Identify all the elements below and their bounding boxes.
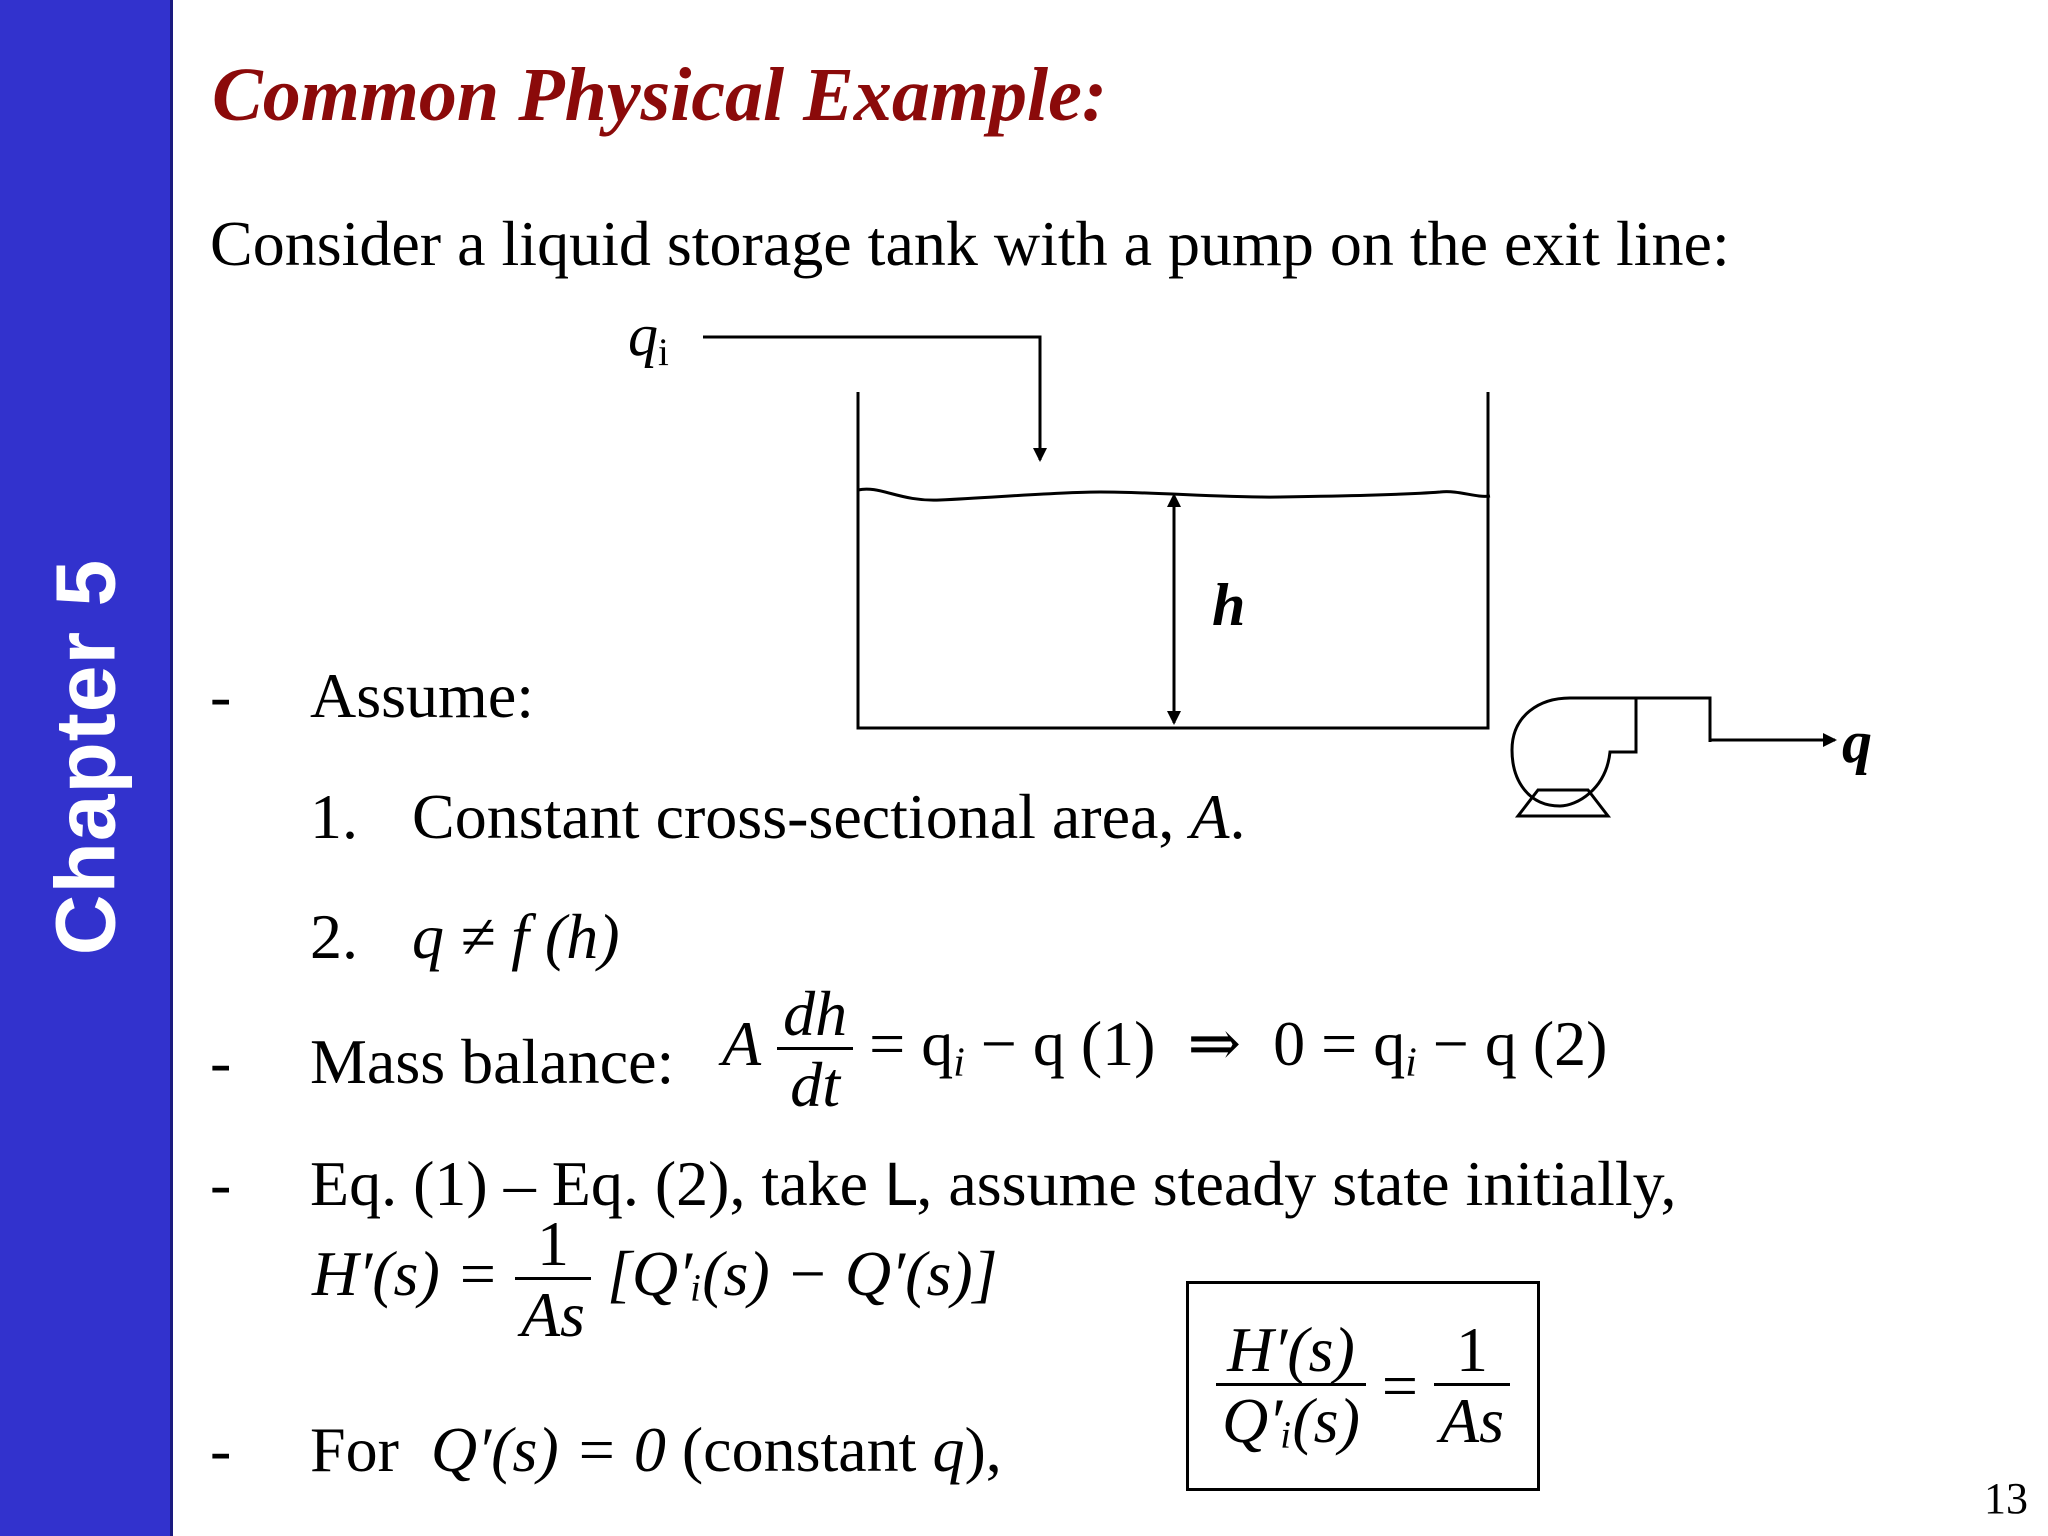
- slide-title: Common Physical Example:: [212, 53, 1108, 137]
- page-number: 13: [1984, 1474, 2028, 1523]
- level-label: h: [1212, 572, 1246, 638]
- intro-text: Consider a liquid storage tank with a pump on the exit line:: [210, 208, 1730, 279]
- eq-line: Eq. (1) – Eq. (2), take L, assume steady state initially,: [310, 1148, 1677, 1219]
- outflow-label: q: [1842, 709, 1872, 775]
- pump-base: [1518, 790, 1608, 816]
- bullet-dash-4: -: [210, 1414, 232, 1485]
- transfer-function-box: $\frac{H'(s)}{\text{Q′ᵢ(s)}}$ = $\frac{1}{As}$: [1186, 1281, 1540, 1491]
- chapter-label: Chapter 5: [38, 558, 133, 956]
- laplace-symbol: L: [884, 1151, 917, 1219]
- mass-balance-label: Mass balance:: [310, 1026, 675, 1097]
- bullet-dash-1: -: [210, 660, 232, 731]
- inflow-line: [703, 337, 1040, 460]
- inflow-label: $q_i$: [628, 302, 669, 374]
- h-equation: H′(s) = $\frac{1}{As}$ [Q′ᵢ(s) − Q′(s)]: [312, 1208, 998, 1351]
- assumption-2: q ≠ f (h): [412, 901, 620, 972]
- bullet-dash-3: -: [210, 1148, 232, 1219]
- assumption-2-number: 2.: [310, 901, 358, 972]
- pump-outlet: [1636, 698, 1710, 742]
- mass-balance-equation: A $\frac{dh}{dt}$ = $q_i - q$ (1) ⇒ $0 = q_i - q$ (2): [722, 978, 1608, 1121]
- for-line: For Q′(s) = 0 (constant q),: [310, 1414, 1002, 1485]
- assumption-1: Constant cross-sectional area, A.: [412, 781, 1246, 852]
- liquid-surface: [858, 489, 1490, 500]
- assumption-1-number: 1.: [310, 781, 358, 852]
- bullet-dash-2: -: [210, 1026, 232, 1097]
- assume-label: Assume:: [310, 660, 534, 731]
